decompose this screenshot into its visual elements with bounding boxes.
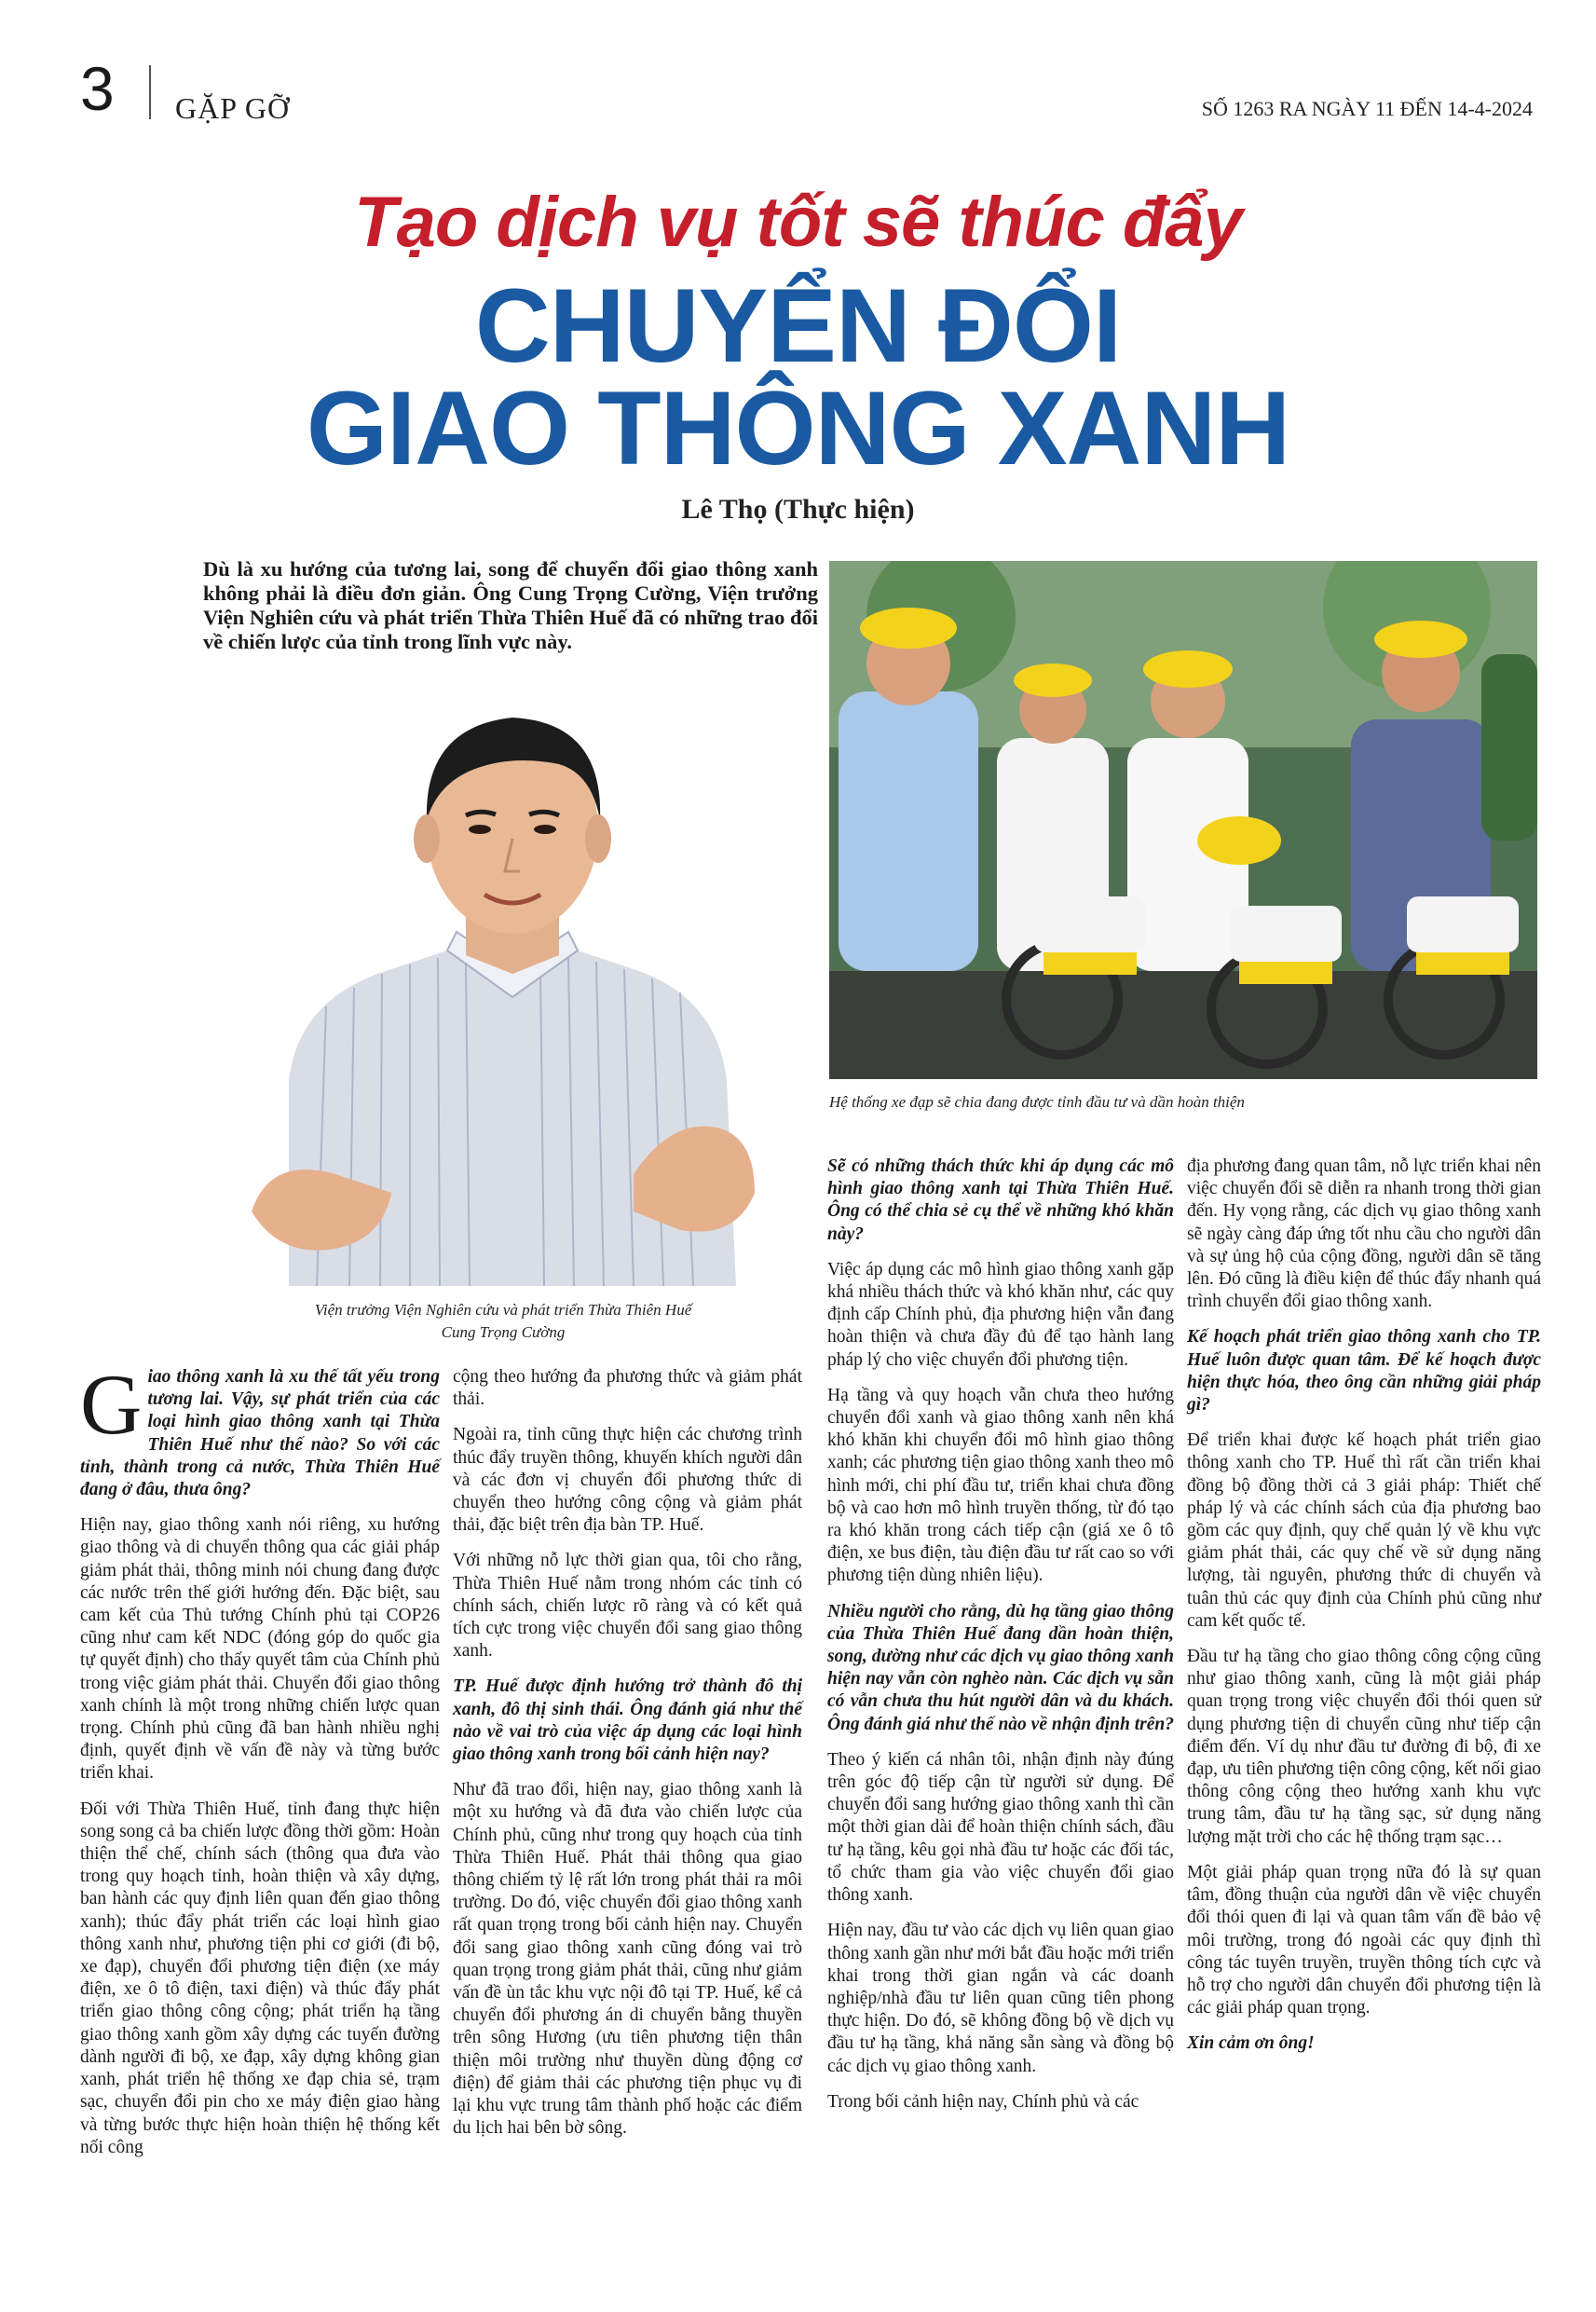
event-photo bbox=[829, 561, 1537, 1079]
portrait-caption bbox=[224, 1299, 783, 1344]
portrait-caption-line-1: Viện trưởng Viện Nghiên cứu và phát triển Thừa Thiên Huế bbox=[314, 1301, 692, 1319]
article-column-1 bbox=[80, 1357, 440, 2172]
paragraph: cộng theo hướng đa phương thức và giảm phát thải. bbox=[453, 1367, 802, 1410]
article-column-4 bbox=[1187, 1156, 1541, 2069]
question-1 bbox=[80, 1357, 440, 1501]
headline-line-2: GIAO THÔNG XANH bbox=[306, 370, 1290, 486]
photo-caption: Hệ thống xe đạp sẽ chia đang được tỉnh đầu tư và dần hoàn thiện bbox=[829, 1093, 1245, 1111]
paragraph: Việc áp dụng các mô hình giao thông xanh gặp khá nhiều thách thức và khó khăn như, các quy định cấp Chính phủ, địa phương hiện vẫn đang hoàn thiện và chưa đầy đủ để tạo hành lang pháp lý cho việc chuyển đổi phương tiện. bbox=[827, 1259, 1174, 1370]
paragraph: Hạ tầng và quy hoạch vẫn chưa theo hướng chuyển đổi xanh và giao thông xanh nên khá khó khăn khi chuyển đổi mô hình giao thông xanh; các phương tiện giao thông xanh theo mô hình mới, chi phí đầu tư, triển khai chưa đồng bộ và cao hơn mô hình truyền thống, từ đó tạo ra khó khăn trong cách tiếp cận (giá xe ô tô điện, xe bus điện, tàu điện đầu tư rất cao so với phương tiện dùng nhiên liệu). bbox=[827, 1385, 1174, 1586]
byline: Lê Thọ (Thực hiện) bbox=[681, 494, 915, 525]
headline-subtitle: Tạo dịch vụ tốt sẽ thúc đẩy bbox=[354, 183, 1242, 262]
paragraph: Trong bối cảnh hiện nay, Chính phủ và các bbox=[827, 2091, 1139, 2112]
portrait-caption-line-2: Cung Trọng Cường bbox=[441, 1323, 566, 1341]
section-label: GẶP GỠ bbox=[175, 91, 291, 125]
question-1-text: iao thông xanh là xu thế tất yếu trong tương lai. Vậy, sự phát triển của các loại hình giao thông xanh tại Thừa Thiên Huế như thế nào? So với các tỉnh, thành trong cả nước, Thừa Thiên Huế đang ở đâu, thưa ông? bbox=[80, 1367, 440, 1500]
headline-line-1: CHUYỂN ĐỔI bbox=[474, 267, 1122, 384]
paragraph: Đầu tư hạ tầng cho giao thông công cộng cũng như giao thông xanh, cũng là một giải pháp quan trọng trong việc chuyển đổi thói quen sử dụng phương tiện di chuyển cũng như tiếp cận điểm đến. Ví dụ như đầu tư đường đi bộ, đi xe đạp, ưu tiên phương tiện công cộng, kết nối giao thông công cộng theo hướng xanh khu vực trung tâm, đầu tư hạ tầng sạc, sử dụng năng lượng mặt trời cho các hệ thống trạm sạc… bbox=[1187, 1647, 1541, 1847]
paragraph: địa phương đang quan tâm, nỗ lực triển khai nên việc chuyển đổi sẽ diễn ra nhanh trong thời gian đến. Hy vọng rằng, các dịch vụ giao thông xanh sẽ ngày càng đáp ứng tốt nhu cầu cho người dân và sự ủng hộ của cộng đồng, người dân sẽ tăng lên. Đó cũng là điều kiện để thúc đẩy nhanh quá trình chuyển đổi giao thông xanh. bbox=[1187, 1156, 1541, 1312]
paragraph: Theo ý kiến cá nhân tôi, nhận định này đúng trên góc độ tiếp cận từ người sử dụng. Để chuyển đổi sang hướng giao thông xanh thì cần một thời gian dài để hoàn thiện chính sách, đầu tư hạ tầng, kêu gọi nhà đầu tư hoặc các đối tác, tổ chức tham gia vào việc chuyển đổi giao thông xanh. bbox=[827, 1749, 1174, 1906]
page-number: 3 bbox=[80, 54, 115, 123]
question-5: Kế hoạch phát triển giao thông xanh cho TP. Huế luôn được quan tâm. Để kế hoạch được hiện thực hóa, theo ông cần những giải pháp gì? bbox=[1187, 1327, 1541, 1416]
paragraph: Một giải pháp quan trọng nữa đó là sự quan tâm, đồng thuận của người dân về việc chuyển đổi thói quen đi lại và quan tâm vấn đề bảo vệ môi trường, trong đó ngoài các quy định thì công tác tuyên truyền, truyền thông tích cực và hỗ trợ cho người dân chuyển đổi phương tiện là các giải pháp quan trọng. bbox=[1187, 1862, 1541, 2018]
portrait-illustration bbox=[233, 690, 783, 1286]
header-divider bbox=[149, 65, 151, 119]
paragraph: Đối với Thừa Thiên Huế, tỉnh đang thực hiện song song cả ba chiến lược đồng thời gồm: Hoàn thiện thể chế, chính sách (thông qua đưa vào trong quy hoạch tỉnh, hoàn thiện và xây dựng, ban hành các quy định liên quan đến giao thông xanh); thúc đẩy phát triển các loại hình giao thông xanh như, phương tiện phi cơ giới (đi bộ, xe đạp), chuyển đổi phương tiện điện (xe máy điện, xe ô tô điện, taxi điện) và thúc đẩy phát triển giao thông công cộng; phát triển hạ tầng giao thông xanh gồm xây dựng các tuyến đường dành người đi bộ, xe đạp, xây dựng không gian xanh, phát triển hệ thống xe đạp chia sẻ, trạm sạc, chuyển đổi pin cho xe máy điện giao hàng và từng bước thực hiện hoàn thiện hệ thống kết nối công bbox=[80, 1799, 440, 2157]
question-3: Sẽ có những thách thức khi áp dụng các mô hình giao thông xanh tại Thừa Thiên Huế. Ông có thể chia sẻ cụ thể về những khó khăn này? bbox=[827, 1156, 1174, 1244]
article-column-3 bbox=[827, 1156, 1174, 2127]
article-column-2 bbox=[453, 1366, 802, 2154]
paragraph: Như đã trao đổi, hiện nay, giao thông xanh là một xu hướng và đã đưa vào chiến lược của Chính phủ, cũng như trong quy hoạch của tỉnh Thừa Thiên Huế. Phát thải thông qua giao thông chiếm tỷ lệ rất lớn trong phát thải ra môi trường. Do đó, việc chuyển đổi giao thông xanh rất quan trọng trong bối cảnh hiện nay. Chuyển đổi sang giao thông xanh cũng đóng vai trò quan trọng trong giảm phát thải, cũng như giảm vấn đề ùn tắc khu vực nội đô tại TP. Huế, kể cả chuyển đổi phương án di chuyển bằng thuyền trên sông Hương (ưu tiên phương tiện thân thiện môi trường như thuyền dùng động cơ điện) để giảm thải các phương tiện phục vụ đi lại khu vực trung tâm thành phố hoặc các điểm du lịch hai bên bờ sông. bbox=[453, 1780, 802, 2139]
bike-share-illustration bbox=[829, 561, 1537, 1079]
question-4: Nhiều người cho rằng, dù hạ tầng giao thông của Thừa Thiên Huế đang dần hoàn thiện, song, dường như các dịch vụ giao thông xanh hiện nay vẫn còn nghèo nàn. Các dịch vụ sẵn có vẫn chưa thu hút người dân và du khách. Ông đánh giá như thế nào về nhận định trên? bbox=[827, 1601, 1175, 1734]
lead-paragraph: Dù là xu hướng của tương lai, song để chuyển đổi giao thông xanh không phải là điều đơn giản. Ông Cung Trọng Cường, Viện trưởng Viện Nghiên cứu và phát triển Thừa Thiên Huế đã có những trao đổi về chiến lược của tỉnh trong lĩnh vực này. bbox=[203, 557, 818, 653]
issue-info: SỐ 1263 RA NGÀY 11 ĐẾN 14-4-2024 bbox=[1201, 97, 1533, 120]
paragraph: Hiện nay, đầu tư vào các dịch vụ liên quan giao thông xanh gần như mới bắt đầu hoặc mới triển khai trong thời gian ngắn và các doanh nghiệp/nhà đầu tư liên quan cũng tiên phong thực hiện. Do đó, sẽ không đồng bộ về dịch vụ đầu tư hạ tầng, khả năng sẵn sàng và đồng bộ các dịch vụ giao thông xanh. bbox=[827, 1921, 1174, 2076]
closing-line: Xin cảm ơn ông! bbox=[1187, 2033, 1315, 2054]
paragraph: Hiện nay, giao thông xanh nói riêng, xu hướng giao thông và di chuyển thông qua các giải pháp giảm phát thải, thông minh nói chung đang được các nước trên thế giới hướng đến. Đặc biệt, sau cam kết của Thủ tướng Chính phủ tại COP26 cũng như cam kết NDC (đóng góp do quốc gia tự quyết định) cho thấy quyết tâm của Chính phủ trong việc giảm phát thải. Chuyển đổi giao thông xanh chính là một trong những chiến lược quan trọng. Chính phủ cũng đã ban hành nhiều nghị định, quyết định về vấn đề này và từng bước triển khai. bbox=[80, 1515, 440, 1784]
question-2: TP. Huế được định hướng trở thành đô thị xanh, đô thị sinh thái. Ông đánh giá như thế nào về vai trò của việc áp dụng các loại hình giao thông xanh trong bối cảnh hiện nay? bbox=[453, 1676, 802, 1765]
paragraph: Ngoài ra, tỉnh cũng thực hiện các chương trình thúc đẩy truyền thông, khuyến khích người dân và các đơn vị chuyển đổi phương thức di chuyển theo hướng công cộng và giảm phát thải, đặc biệt trên địa bàn TP. Huế. bbox=[453, 1425, 802, 1536]
portrait-photo bbox=[233, 690, 783, 1286]
paragraph: Với những nỗ lực thời gian qua, tôi cho rằng, Thừa Thiên Huế nằm trong nhóm các tỉnh có chính sách, chiến lược rõ ràng và có kết quả tích cực trong việc chuyển đổi sang giao thông xanh. bbox=[453, 1551, 802, 1662]
paragraph: Để triển khai được kế hoạch phát triển giao thông xanh cho TP. Huế thì rất cần triển khai đồng bộ đồng thời cả 3 giải pháp: Thiết chế pháp lý và các chính sách của địa phương bao gồm các quy định, quy chế quản lý về khu vực giảm phát thải, các quy chế về sử dụng năng lượng, tài nguyên, phương thức di chuyển và tuân thủ các quy định của Chính phủ cũng như cam kết quốc tế. bbox=[1187, 1430, 1541, 1631]
drop-cap: G bbox=[80, 1357, 143, 1452]
